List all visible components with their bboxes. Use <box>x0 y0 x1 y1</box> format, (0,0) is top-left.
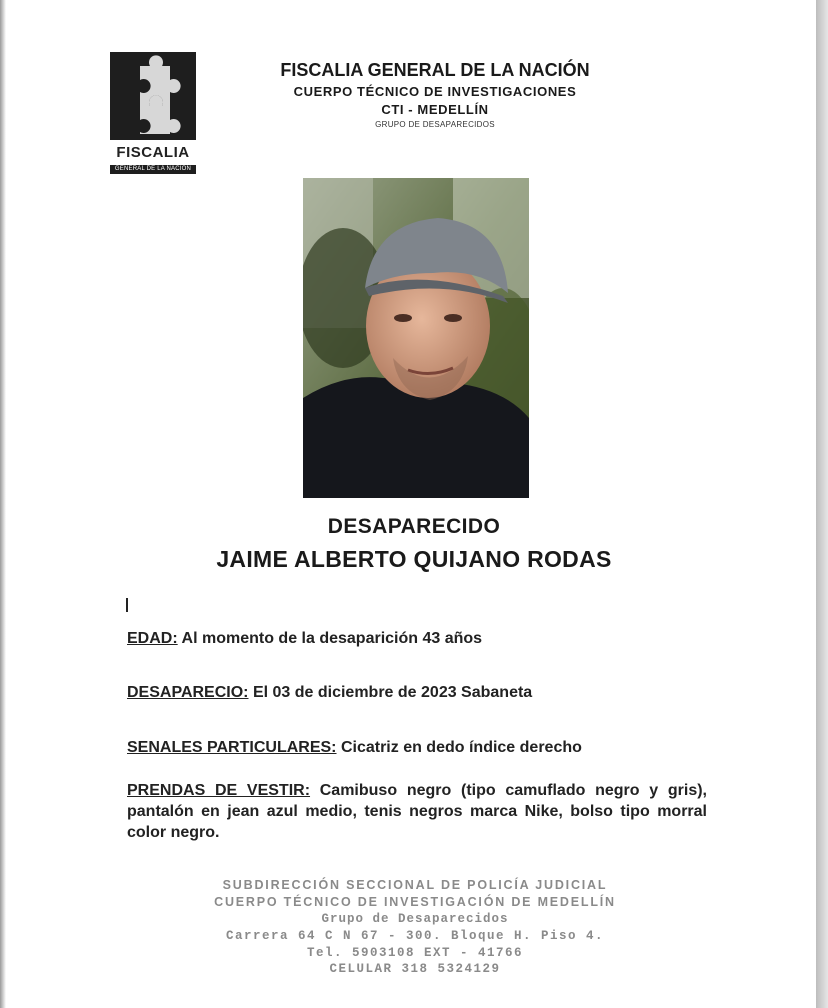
footer-line-4: Carrera 64 C N 67 - 300. Bloque H. Piso 4. <box>225 929 605 943</box>
logo-subtitle: GENERAL DE LA NACIÓN <box>110 165 196 174</box>
page-right-edge <box>816 0 828 1008</box>
clothes-value: Camibuso negro (tipo camuflado negro y gris), pantalón en jean azul medio, tenis negros marca Nike, bolso tipo morral color negro. <box>127 782 708 841</box>
age-field <box>127 630 482 648</box>
person-name: JAIME ALBERTO QUIJANO RODAS <box>216 546 612 572</box>
age-label: EDAD: <box>127 630 178 647</box>
disappeared-field <box>127 684 532 702</box>
disappeared-label: DESAPARECIO: <box>127 684 249 701</box>
footer-line-3: Grupo de Desaparecidos <box>321 912 509 926</box>
footer-line-6: CELULAR 318 5324129 <box>329 962 501 976</box>
fiscalia-logo <box>110 52 196 176</box>
puzzle-icon <box>110 52 196 140</box>
footer-line-5: Tel. 5903108 EXT - 41766 <box>306 946 524 960</box>
logo-name: FISCALIA <box>116 144 190 161</box>
person-photo <box>303 178 529 498</box>
marks-value: Cicatriz en dedo índice derecho <box>336 739 582 756</box>
marks-field <box>127 739 582 757</box>
header-line-3: CTI - MEDELLÍN <box>381 102 489 117</box>
header-line-1: FISCALIA GENERAL DE LA NACIÓN <box>280 60 590 80</box>
footer-line-1: SUBDIRECCIÓN SECCIONAL DE POLICÍA JUDICIAL <box>222 878 608 892</box>
header-line-4: GRUPO DE DESAPARECIDOS <box>375 120 495 129</box>
footer-line-2: CUERPO TÉCNICO DE INVESTIGACIÓN DE MEDELLÍN <box>214 895 616 909</box>
page-left-edge <box>0 0 6 1008</box>
text-cursor <box>126 598 128 612</box>
marks-label: SENALES PARTICULARES: <box>127 739 337 756</box>
disappeared-value: El 03 de diciembre de 2023 Sabaneta <box>248 684 533 701</box>
clothes-field <box>127 780 707 843</box>
age-value: Al momento de la desaparición 43 años <box>177 630 483 647</box>
status-title: DESAPARECIDO <box>327 515 501 538</box>
clothes-label: PRENDAS DE VESTIR: <box>127 782 311 799</box>
header-line-2: CUERPO TÉCNICO DE INVESTIGACIONES <box>293 84 577 99</box>
